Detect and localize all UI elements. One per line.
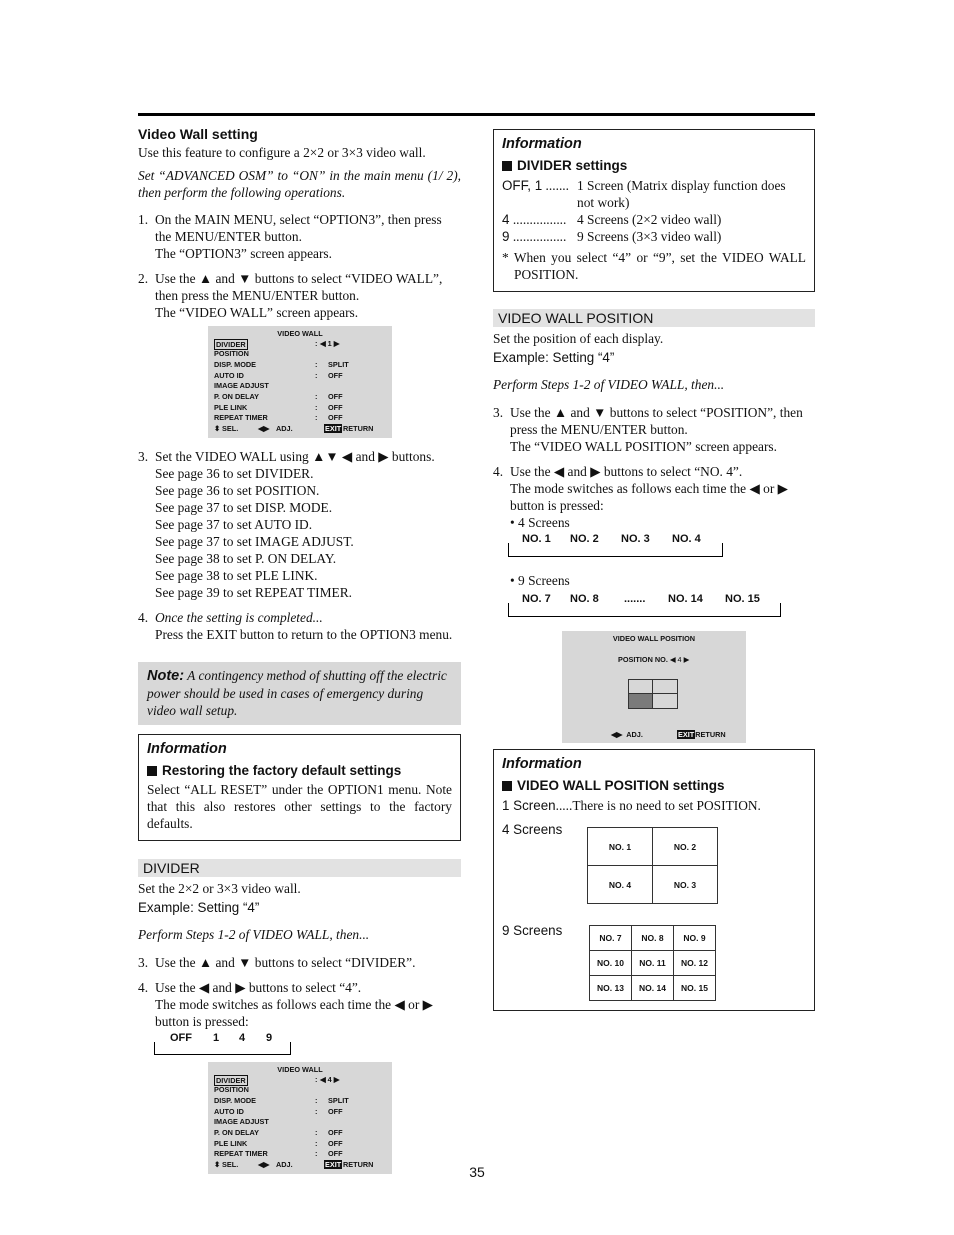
step-3	[138, 448, 461, 643]
sequence-loop-line	[508, 603, 781, 617]
osd-position-grid	[628, 679, 678, 709]
leftright-icon: ◀▶	[258, 1160, 270, 1169]
note-box	[138, 662, 461, 725]
step-subtext: The “OPTION3” screen appears.	[155, 246, 332, 261]
divider-bar: DIVIDER	[138, 859, 461, 877]
grid-cell: NO. 4	[588, 866, 653, 904]
left-column	[138, 120, 461, 321]
divider-step-4: 4. Use the ◀ and ▶ buttons to select “4”. The mode switches as follows each time the ◀ or ▶ button is pressed:	[138, 980, 433, 1029]
step-text: Use the ▲ and ▼ buttons to select “VIDEO WALL”, then press the MENU/ENTER button.	[155, 271, 443, 303]
divider-setting-row: 9 ................ 9 Screens (3×3 video wall)	[502, 229, 722, 244]
osd-row: AUTO ID : OFF	[214, 371, 343, 380]
position-step-4: 4. Use the ◀ and ▶ buttons to select “NO. 4”. The mode switches as follows each time the ◀ or ▶ button is pressed: • 4 Screens	[493, 464, 788, 530]
grid-cell: NO. 12	[674, 951, 716, 976]
osd-row: REPEAT TIMER : OFF	[214, 1149, 343, 1158]
osd-row: PLE LINK : OFF	[214, 1139, 343, 1148]
divider-perform: Perform Steps 1-2 of VIDEO WALL, then...	[138, 927, 370, 942]
position-perform: Perform Steps 1-2 of VIDEO WALL, then...	[493, 377, 725, 392]
divider-section	[138, 859, 461, 1030]
sequence-item: NO. 2	[570, 533, 599, 545]
osd-footer: ⬍ SEL. ◀▶ ADJ. EXIT RETURN	[214, 424, 374, 433]
info-box-position	[493, 749, 815, 1011]
four-screens-grid	[587, 827, 718, 904]
selected-position-cell	[629, 694, 652, 708]
info-box-reset	[138, 734, 461, 841]
osd-row: DISP. MODE : SPLIT	[214, 1096, 349, 1105]
square-bullet-icon	[147, 766, 157, 776]
sequence-item: NO. 7	[522, 593, 551, 605]
section-title: Video Wall setting	[138, 126, 258, 142]
see-page-ref: See page 38 to set P. ON DELAY.	[155, 551, 337, 566]
divider-step-3: 3. Use the ▲ and ▼ buttons to select “DIVIDER”.	[138, 955, 416, 970]
note-label: Note:	[147, 668, 185, 684]
sequence-item: NO. 15	[725, 593, 760, 605]
one-screen-row: 1 Screen ..... There is no need to set POSITION.	[502, 798, 761, 813]
page-number: 35	[469, 1164, 485, 1180]
grid-cell: NO. 9	[674, 926, 716, 951]
video-wall-osd-screen-2	[208, 1062, 392, 1174]
four-screens-label: 4 Screens	[502, 822, 563, 837]
grid-cell: NO. 15	[674, 976, 716, 1001]
sequence-loop-line	[508, 543, 723, 557]
info-subhead: Restoring the factory default settings	[162, 763, 402, 778]
grid-cell: NO. 2	[653, 828, 718, 866]
sequence-item: NO. 1	[522, 533, 551, 545]
info-title: Information	[147, 741, 227, 757]
step-1	[138, 211, 461, 262]
nine-screens-label: • 9 Screens	[510, 573, 570, 588]
position-bar: VIDEO WALL POSITION	[493, 309, 815, 327]
info-subhead: DIVIDER settings	[517, 158, 628, 173]
four-screens-sequence	[508, 533, 722, 557]
see-page-ref: See page 37 to set IMAGE ADJUST.	[155, 534, 354, 549]
osd-footer: ◀▶ ADJ.	[611, 730, 643, 739]
divider-setting-row: 4 ................ 4 Screens (2×2 video wall)	[502, 212, 722, 227]
nine-screens-label: 9 Screens	[502, 923, 563, 938]
divider-footnote: * When you select “4” or “9”, set the VIDEO WALL POSITION.	[502, 250, 806, 282]
updown-icon: ⬍	[214, 1160, 221, 1169]
step-text: Once the setting is completed...	[155, 610, 323, 625]
grid-cell: NO. 10	[590, 951, 632, 976]
intro-italic: Set “ADVANCED OSM” to “ON” in the main menu (1/ 2), then perform the following operations.	[138, 168, 461, 200]
see-page-ref: See page 36 to set POSITION.	[155, 483, 320, 498]
step-number: 2.	[138, 271, 149, 286]
info-box-divider	[493, 129, 815, 292]
leftright-icon: ◀▶	[258, 424, 270, 433]
osd-title: VIDEO WALL POSITION	[612, 634, 696, 643]
sequence-item: NO. 4	[672, 533, 701, 545]
osd-footer-exit: EXITRETURN	[678, 730, 726, 739]
divider-sequence	[154, 1032, 290, 1054]
osd-row: P. ON DELAY : OFF	[214, 392, 343, 401]
sequence-item: .......	[624, 593, 646, 605]
osd-row: REPEAT TIMER : OFF	[214, 413, 343, 422]
sequence-item: 9	[266, 1032, 273, 1044]
osd-row: IMAGE ADJUST	[214, 1117, 269, 1126]
osd-row: POSITION	[214, 349, 249, 358]
nine-screens-grid	[589, 925, 716, 1001]
step-number: 3.	[138, 449, 149, 464]
see-page-ref: See page 38 to set PLE LINK.	[155, 568, 318, 583]
sequence-item: NO. 3	[621, 533, 650, 545]
grid-cell: NO. 1	[588, 828, 653, 866]
square-bullet-icon	[502, 781, 512, 791]
see-page-ref: See page 37 to set DISP. MODE.	[155, 500, 333, 515]
video-wall-position-osd	[562, 631, 746, 743]
step-number: 4.	[138, 610, 149, 625]
osd-row: AUTO ID : OFF	[214, 1107, 343, 1116]
exit-icon: EXIT	[678, 730, 695, 739]
divider-setting-row: OFF, 1 ....... 1 Screen (Matrix display function does not work)	[502, 178, 786, 210]
osd-row: DIVIDER : ◀ 1 ▶	[216, 339, 340, 349]
nine-screens-sequence	[508, 593, 780, 617]
exit-icon: EXIT	[325, 1160, 342, 1169]
square-bullet-icon	[502, 161, 512, 171]
see-page-ref: See page 36 to set DIVIDER.	[155, 466, 314, 481]
steps-list	[138, 211, 461, 321]
updown-icon: ⬍	[214, 424, 221, 433]
step-subtext: Press the EXIT button to return to the OPTION3 menu.	[155, 627, 453, 642]
step-2	[138, 270, 461, 321]
sequence-item: NO. 8	[570, 593, 599, 605]
see-page-ref: See page 39 to set REPEAT TIMER.	[155, 585, 353, 600]
position-example: Example: Setting “4”	[493, 350, 615, 365]
grid-cell: NO. 11	[632, 951, 674, 976]
osd-footer: ⬍ SEL. ◀▶ ADJ. EXIT RETURN	[214, 1160, 374, 1169]
grid-cell: NO. 8	[632, 926, 674, 951]
sequence-item: 1	[213, 1032, 220, 1044]
grid-cell: NO. 14	[632, 976, 674, 1001]
exit-icon: EXIT	[325, 424, 342, 433]
osd-row: PLE LINK : OFF	[214, 403, 343, 412]
divider-desc: Set the 2×2 or 3×3 video wall.	[138, 881, 301, 896]
sequence-item: OFF	[170, 1032, 192, 1044]
position-section	[493, 309, 815, 531]
step-4	[138, 609, 461, 643]
note-text: A contingency method of shutting off the electric power should be used in cases of emergency during video wall setup.	[147, 668, 447, 718]
grid-cell: NO. 13	[590, 976, 632, 1001]
osd-row: DIVIDER : ◀ 4 ▶	[216, 1075, 340, 1085]
osd-row: POSITION	[214, 1085, 249, 1094]
grid-cell: NO. 3	[653, 866, 718, 904]
info-title: Information	[502, 136, 582, 152]
step-text: Set the VIDEO WALL using ▲▼ ◀ and ▶ buttons.	[155, 449, 435, 464]
osd-title: VIDEO WALL	[277, 329, 323, 338]
video-wall-osd-screen	[208, 326, 392, 438]
info-text: Select “ALL RESET” under the OPTION1 menu. Note that this also restores other settings to the factory defaults.	[147, 782, 452, 831]
top-rule	[138, 113, 815, 116]
step-subtext: The “VIDEO WALL” screen appears.	[155, 305, 359, 320]
see-page-ref: See page 37 to set AUTO ID.	[155, 517, 313, 532]
sequence-item: NO. 14	[668, 593, 703, 605]
osd-row: P. ON DELAY : OFF	[214, 1128, 343, 1137]
divider-example: Example: Setting “4”	[138, 900, 260, 915]
intro-text: Use this feature to configure a 2×2 or 3×3 video wall.	[138, 145, 426, 160]
grid-cell: NO. 7	[590, 926, 632, 951]
position-desc: Set the position of each display.	[493, 331, 664, 346]
osd-title: VIDEO WALL	[277, 1065, 323, 1074]
sequence-item: 4	[239, 1032, 246, 1044]
info-title: Information	[502, 756, 582, 772]
leftright-icon: ◀▶	[611, 730, 623, 739]
info-subhead: VIDEO WALL POSITION settings	[517, 778, 725, 793]
osd-position-row: POSITION NO. ◀ 4 ▶	[618, 655, 690, 664]
step-text: On the MAIN MENU, select “OPTION3”, then press the MENU/ENTER button.	[155, 212, 442, 244]
step-number: 1.	[138, 212, 149, 227]
position-step-3: 3. Use the ▲ and ▼ buttons to select “POSITION”, then press the MENU/ENTER button. The “VIDEO WALL POSITION” screen appears.	[493, 405, 803, 454]
osd-row: DISP. MODE : SPLIT	[214, 360, 349, 369]
osd-row: IMAGE ADJUST	[214, 381, 269, 390]
